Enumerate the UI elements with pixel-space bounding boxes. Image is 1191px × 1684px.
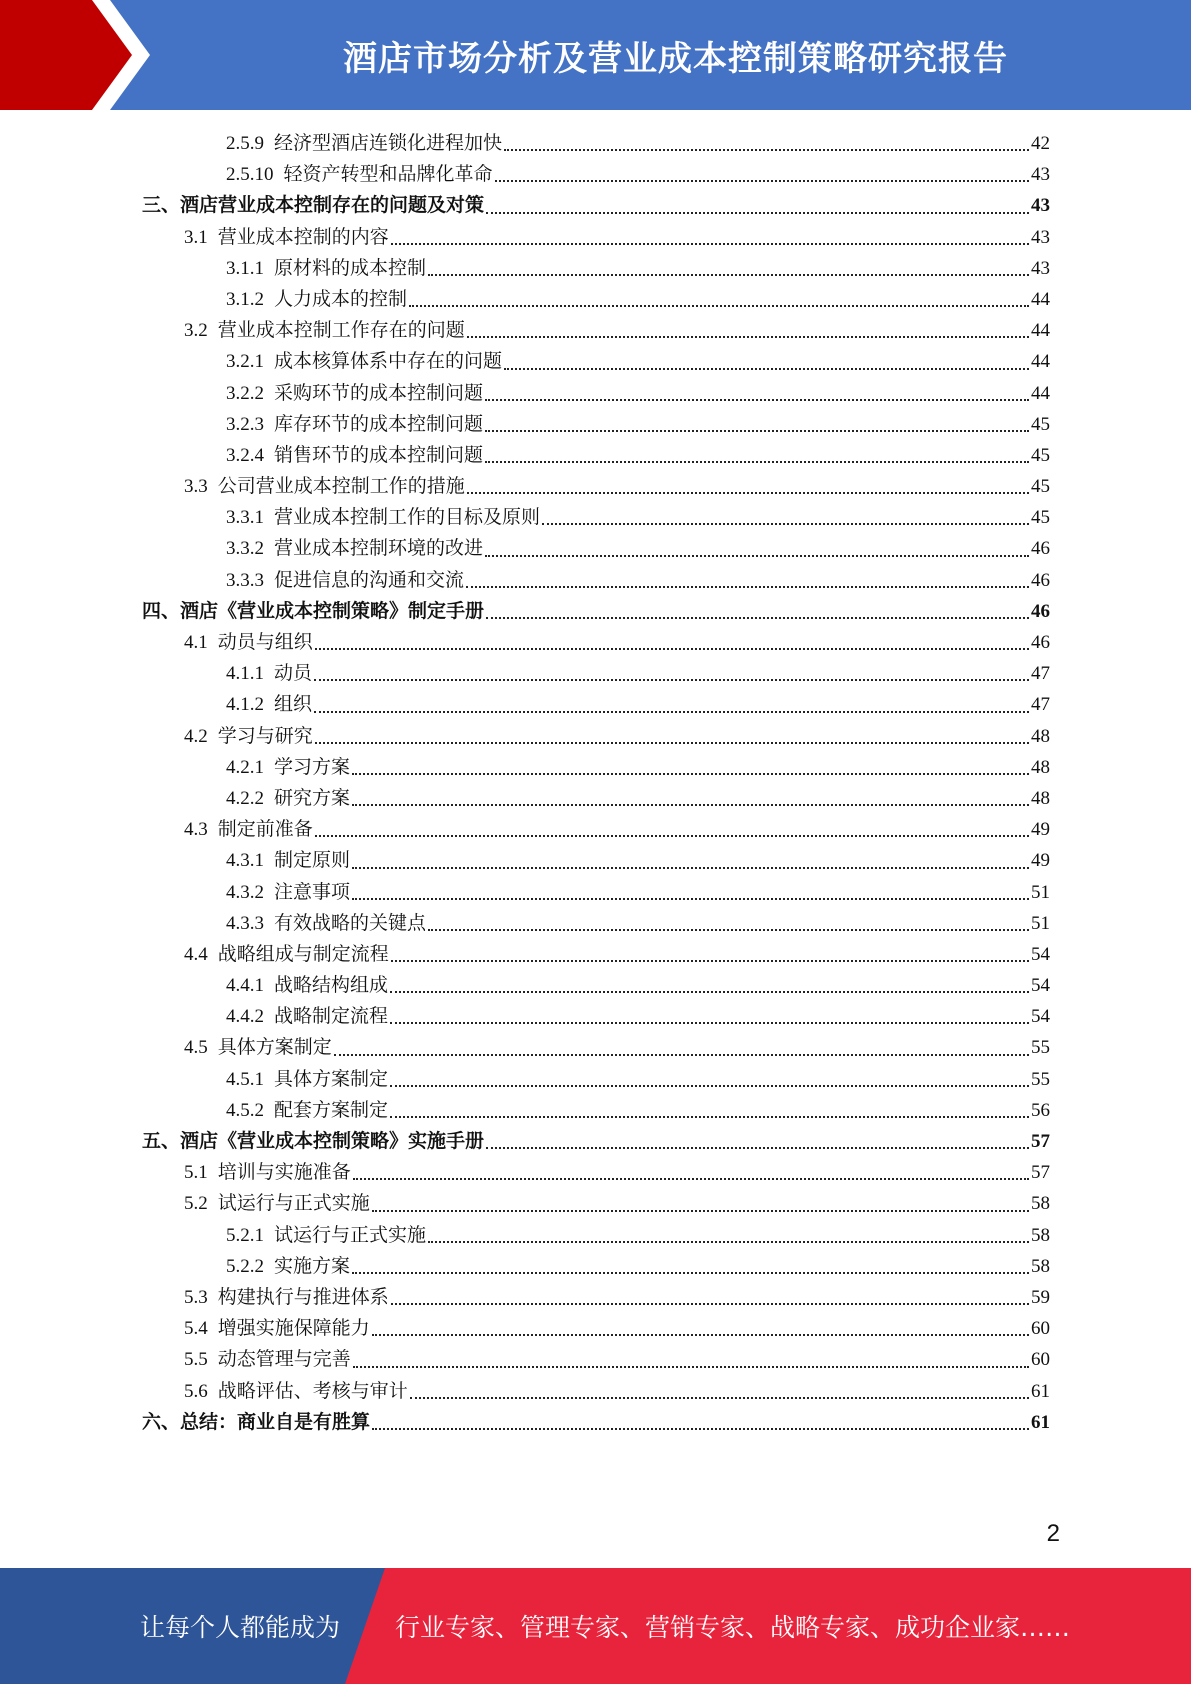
toc-entry-title: 配套方案制定: [274, 1099, 389, 1121]
toc-entry-page: 45: [1031, 413, 1050, 435]
toc-entry-page: 43: [1031, 164, 1050, 186]
toc-entry[interactable]: [140, 814, 1050, 845]
toc-entry-title: 采购环节的成本控制问题: [274, 382, 484, 404]
toc-entry-page: 44: [1031, 382, 1050, 404]
toc-entry-page: 55: [1031, 1068, 1050, 1090]
toc-entry[interactable]: [140, 721, 1050, 752]
toc-entry-title: 组织: [274, 694, 313, 716]
toc-dot-leader: [504, 368, 1029, 370]
toc-dot-leader: [372, 1334, 1029, 1336]
toc-dot-leader: [353, 1178, 1029, 1180]
toc-dot-leader: [372, 1428, 1029, 1430]
toc-entry-page: 54: [1031, 1006, 1050, 1028]
toc-entry-title: 营业成本控制的内容: [217, 226, 389, 248]
toc-dot-leader: [485, 461, 1029, 463]
toc-entry[interactable]: [140, 783, 1050, 814]
toc-entry[interactable]: [140, 939, 1050, 970]
toc-entry-number: 5.3: [184, 1286, 208, 1308]
toc-entry[interactable]: [140, 1251, 1050, 1282]
toc-entry-page: 51: [1031, 912, 1050, 934]
toc-entry-number: 5.2: [184, 1193, 208, 1215]
toc-entry-title: 试运行与正式实施: [217, 1193, 370, 1215]
toc-entry[interactable]: [140, 502, 1050, 533]
toc-entry-number: 3.3.1: [226, 507, 264, 529]
toc-entry-title: 三、酒店营业成本控制存在的问题及对策: [142, 195, 485, 217]
toc-entry-page: 58: [1031, 1193, 1050, 1215]
toc-entry[interactable]: [140, 877, 1050, 908]
toc-entry-page: 58: [1031, 1224, 1050, 1246]
toc-entry-number: 4.5: [184, 1037, 208, 1059]
toc-entry-page: 44: [1031, 351, 1050, 373]
toc-entry[interactable]: [140, 970, 1050, 1001]
toc-dot-leader: [485, 399, 1029, 401]
toc-dot-leader: [467, 336, 1029, 338]
toc-entry[interactable]: [140, 378, 1050, 409]
toc-entry-title: 学习与研究: [217, 725, 313, 747]
toc-entry[interactable]: [140, 596, 1050, 627]
toc-entry-title: 原材料的成本控制: [274, 257, 427, 279]
toc-dot-leader: [352, 898, 1029, 900]
toc-dot-leader: [315, 835, 1029, 837]
table-of-contents: [140, 128, 1050, 1438]
toc-dot-leader: [428, 274, 1029, 276]
toc-entry[interactable]: [140, 1032, 1050, 1063]
toc-entry-title: 战略制定流程: [274, 1006, 389, 1028]
toc-entry-page: 60: [1031, 1318, 1050, 1340]
toc-dot-leader: [485, 555, 1029, 557]
toc-entry-page: 54: [1031, 975, 1050, 997]
toc-entry-title: 营业成本控制环境的改进: [274, 538, 484, 560]
footer-slogan-right: 行业专家、管理专家、营销专家、战略专家、成功企业家……: [395, 1613, 1071, 1642]
toc-entry[interactable]: [140, 1001, 1050, 1032]
toc-entry-number: 4.3.3: [226, 912, 264, 934]
toc-entry[interactable]: [140, 908, 1050, 939]
toc-entry-number: 2.5.10: [226, 164, 274, 186]
toc-entry[interactable]: [140, 1344, 1050, 1375]
toc-entry-number: 5.1: [184, 1162, 208, 1184]
toc-entry[interactable]: [140, 689, 1050, 720]
toc-entry-number: 4.1: [184, 632, 208, 653]
toc-entry-title: 构建执行与推进体系: [217, 1286, 389, 1308]
toc-entry[interactable]: [140, 658, 1050, 689]
toc-entry-title: 人力成本的控制: [274, 288, 408, 310]
toc-entry-number: 4.3: [184, 819, 208, 841]
toc-entry-number: 3.3.2: [226, 538, 264, 560]
toc-entry[interactable]: [140, 533, 1050, 564]
toc-entry-number: 3.2.3: [226, 413, 264, 435]
toc-dot-leader: [391, 1303, 1029, 1305]
toc-entry-title: 四、酒店《营业成本控制策略》制定手册: [142, 600, 485, 622]
toc-entry-number: 4.4.2: [226, 1006, 264, 1028]
toc-entry-title: 制定原则: [274, 850, 351, 872]
toc-entry-page: 58: [1031, 1255, 1050, 1277]
toc-entry[interactable]: [140, 1126, 1050, 1157]
toc-dot-leader: [410, 1397, 1029, 1399]
toc-dot-leader: [485, 430, 1029, 432]
toc-entry-number: 4.2.1: [226, 756, 264, 778]
toc-dot-leader: [467, 492, 1029, 494]
toc-entry-page: 47: [1031, 694, 1050, 716]
toc-entry-number: 4.1.1: [226, 663, 264, 685]
toc-entry-title: 动态管理与完善: [217, 1349, 351, 1371]
toc-entry-number: 3.3.3: [226, 569, 264, 591]
toc-entry[interactable]: [140, 253, 1050, 284]
toc-dot-leader: [542, 523, 1029, 525]
toc-entry-page: 54: [1031, 943, 1050, 965]
toc-entry-page: 45: [1031, 444, 1050, 466]
toc-entry-page: 43: [1031, 226, 1050, 248]
toc-entry-page: 57: [1031, 1131, 1050, 1152]
toc-dot-leader: [353, 1366, 1029, 1368]
toc-entry-page: 45: [1031, 476, 1050, 498]
toc-entry[interactable]: [140, 1157, 1050, 1188]
toc-entry-page: 43: [1031, 195, 1050, 217]
toc-entry-page: 49: [1031, 819, 1050, 841]
toc-entry-number: 4.3.1: [226, 850, 264, 872]
toc-entry[interactable]: [140, 1282, 1050, 1313]
toc-entry-number: 4.5.2: [226, 1099, 264, 1121]
toc-dot-leader: [504, 149, 1029, 151]
toc-entry-title: 研究方案: [274, 787, 351, 809]
toc-entry[interactable]: [140, 565, 1050, 596]
toc-entry-number: 3.2: [184, 320, 208, 342]
toc-entry-title: 有效战略的关键点: [274, 912, 427, 934]
toc-entry[interactable]: [140, 1376, 1050, 1407]
toc-dot-leader: [352, 804, 1029, 806]
toc-entry-title: 增强实施保障能力: [217, 1318, 370, 1340]
toc-entry-page: 59: [1031, 1286, 1050, 1308]
toc-entry-number: 4.4.1: [226, 975, 264, 997]
toc-entry-page: 61: [1031, 1380, 1050, 1402]
toc-entry-title: 公司营业成本控制工作的措施: [217, 476, 465, 498]
toc-entry-title: 六、总结：商业自是有胜算: [142, 1411, 371, 1433]
toc-entry[interactable]: [140, 471, 1050, 502]
toc-entry-title: 轻资产转型和品牌化革命: [283, 164, 493, 186]
toc-entry-page: 57: [1031, 1162, 1050, 1184]
toc-entry-number: 3.3: [184, 476, 208, 498]
toc-dot-leader: [315, 742, 1029, 744]
toc-entry-page: 46: [1031, 632, 1050, 653]
toc-entry[interactable]: [140, 752, 1050, 783]
toc-dot-leader: [352, 773, 1029, 775]
toc-entry-title: 战略组成与制定流程: [217, 943, 389, 965]
toc-entry[interactable]: [140, 845, 1050, 876]
toc-entry-number: 2.5.9: [226, 133, 264, 154]
toc-entry-title: 经济型酒店连锁化进程加快: [274, 133, 503, 154]
toc-entry-title: 动员: [274, 663, 313, 685]
document-title: 酒店市场分析及营业成本控制策略研究报告: [343, 38, 1008, 79]
toc-entry-title: 具体方案制定: [274, 1068, 389, 1090]
toc-entry-title: 营业成本控制工作的目标及原则: [274, 507, 541, 529]
toc-entry[interactable]: [140, 1220, 1050, 1251]
toc-entry-title: 战略评估、考核与审计: [217, 1380, 408, 1402]
toc-entry[interactable]: [140, 159, 1050, 190]
toc-entry-title: 制定前准备: [217, 819, 313, 841]
toc-entry-page: 61: [1031, 1411, 1050, 1433]
toc-entry[interactable]: [140, 1064, 1050, 1095]
toc-entry-page: 45: [1031, 507, 1050, 529]
footer-slogan-left: 让每个人都能成为: [140, 1613, 341, 1642]
toc-entry-page: 47: [1031, 663, 1050, 685]
toc-entry-title: 学习方案: [274, 756, 351, 778]
toc-entry-number: 4.4: [184, 943, 208, 965]
toc-entry[interactable]: [140, 128, 1050, 159]
toc-entry-number: 3.1.2: [226, 288, 264, 310]
toc-dot-leader: [352, 1272, 1029, 1274]
page-number: 2: [1046, 1520, 1060, 1547]
toc-entry[interactable]: [140, 346, 1050, 377]
toc-entry-number: 4.2: [184, 725, 208, 747]
toc-entry-page: 60: [1031, 1349, 1050, 1371]
toc-entry-number: 4.1.2: [226, 694, 264, 716]
toc-entry[interactable]: [140, 409, 1050, 440]
toc-entry[interactable]: [140, 627, 1050, 658]
toc-entry-page: 42: [1031, 133, 1050, 154]
toc-entry[interactable]: [140, 222, 1050, 253]
toc-dot-leader: [391, 243, 1029, 245]
toc-dot-leader: [372, 1210, 1029, 1212]
toc-entry-page: 48: [1031, 787, 1050, 809]
toc-dot-leader: [428, 929, 1029, 931]
toc-entry-number: 4.5.1: [226, 1068, 264, 1090]
toc-entry-number: 5.2.1: [226, 1224, 264, 1246]
toc-entry-page: 55: [1031, 1037, 1050, 1059]
toc-entry-title: 实施方案: [274, 1255, 351, 1277]
toc-entry-page: 46: [1031, 538, 1050, 560]
toc-entry[interactable]: [140, 1188, 1050, 1219]
toc-entry-number: 3.1.1: [226, 257, 264, 279]
toc-entry-title: 试运行与正式实施: [274, 1224, 427, 1246]
toc-entry-page: 44: [1031, 320, 1050, 342]
toc-dot-leader: [390, 1022, 1029, 1024]
toc-entry-title: 五、酒店《营业成本控制策略》实施手册: [142, 1131, 485, 1152]
toc-entry-number: 4.2.2: [226, 787, 264, 809]
toc-entry-number: 3.1: [184, 226, 208, 248]
toc-entry-number: 3.2.4: [226, 444, 264, 466]
toc-dot-leader: [486, 212, 1029, 214]
toc-entry-title: 库存环节的成本控制问题: [274, 413, 484, 435]
toc-dot-leader: [334, 1054, 1029, 1056]
toc-entry-title: 促进信息的沟通和交流: [274, 569, 465, 591]
toc-entry-number: 5.6: [184, 1380, 208, 1402]
toc-entry[interactable]: [140, 1313, 1050, 1344]
toc-entry[interactable]: [140, 284, 1050, 315]
toc-entry[interactable]: [140, 190, 1050, 221]
toc-entry-page: 49: [1031, 850, 1050, 872]
toc-dot-leader: [390, 1085, 1029, 1087]
toc-dot-leader: [352, 867, 1029, 869]
toc-entry-page: 48: [1031, 756, 1050, 778]
toc-dot-leader: [495, 180, 1029, 182]
toc-entry-number: 3.2.1: [226, 351, 264, 373]
toc-entry-title: 战略结构组成: [274, 975, 389, 997]
toc-entry-title: 动员与组织: [217, 632, 313, 653]
toc-entry-page: 46: [1031, 569, 1050, 591]
toc-entry[interactable]: [140, 315, 1050, 346]
toc-dot-leader: [390, 991, 1029, 993]
toc-entry[interactable]: [140, 1095, 1050, 1126]
toc-entry-page: 44: [1031, 288, 1050, 310]
toc-entry-title: 营业成本控制工作存在的问题: [217, 320, 465, 342]
toc-dot-leader: [486, 1147, 1029, 1149]
toc-entry-page: 51: [1031, 881, 1050, 903]
toc-dot-leader: [390, 1116, 1029, 1118]
toc-dot-leader: [314, 679, 1029, 681]
toc-dot-leader: [315, 648, 1029, 650]
toc-entry-title: 具体方案制定: [217, 1037, 332, 1059]
toc-entry-title: 培训与实施准备: [217, 1162, 351, 1184]
toc-dot-leader: [314, 711, 1029, 713]
toc-entry-number: 3.2.2: [226, 382, 264, 404]
toc-dot-leader: [428, 1241, 1029, 1243]
header-banner: [0, 0, 1191, 110]
toc-entry-title: 成本核算体系中存在的问题: [274, 351, 503, 373]
toc-dot-leader: [391, 960, 1029, 962]
toc-entry-page: 46: [1031, 600, 1050, 622]
toc-entry[interactable]: [140, 1407, 1050, 1438]
toc-entry-page: 43: [1031, 257, 1050, 279]
toc-dot-leader: [466, 586, 1029, 588]
footer-banner: [0, 1568, 1191, 1684]
toc-entry-number: 4.3.2: [226, 881, 264, 903]
toc-entry-page: 48: [1031, 725, 1050, 747]
toc-entry[interactable]: [140, 440, 1050, 471]
toc-entry-title: 注意事项: [274, 881, 351, 903]
toc-dot-leader: [486, 617, 1029, 619]
toc-entry-number: 5.5: [184, 1349, 208, 1371]
toc-entry-page: 56: [1031, 1099, 1050, 1121]
toc-entry-title: 销售环节的成本控制问题: [274, 444, 484, 466]
toc-entry-number: 5.2.2: [226, 1255, 264, 1277]
toc-dot-leader: [409, 305, 1029, 307]
toc-entry-number: 5.4: [184, 1318, 208, 1340]
